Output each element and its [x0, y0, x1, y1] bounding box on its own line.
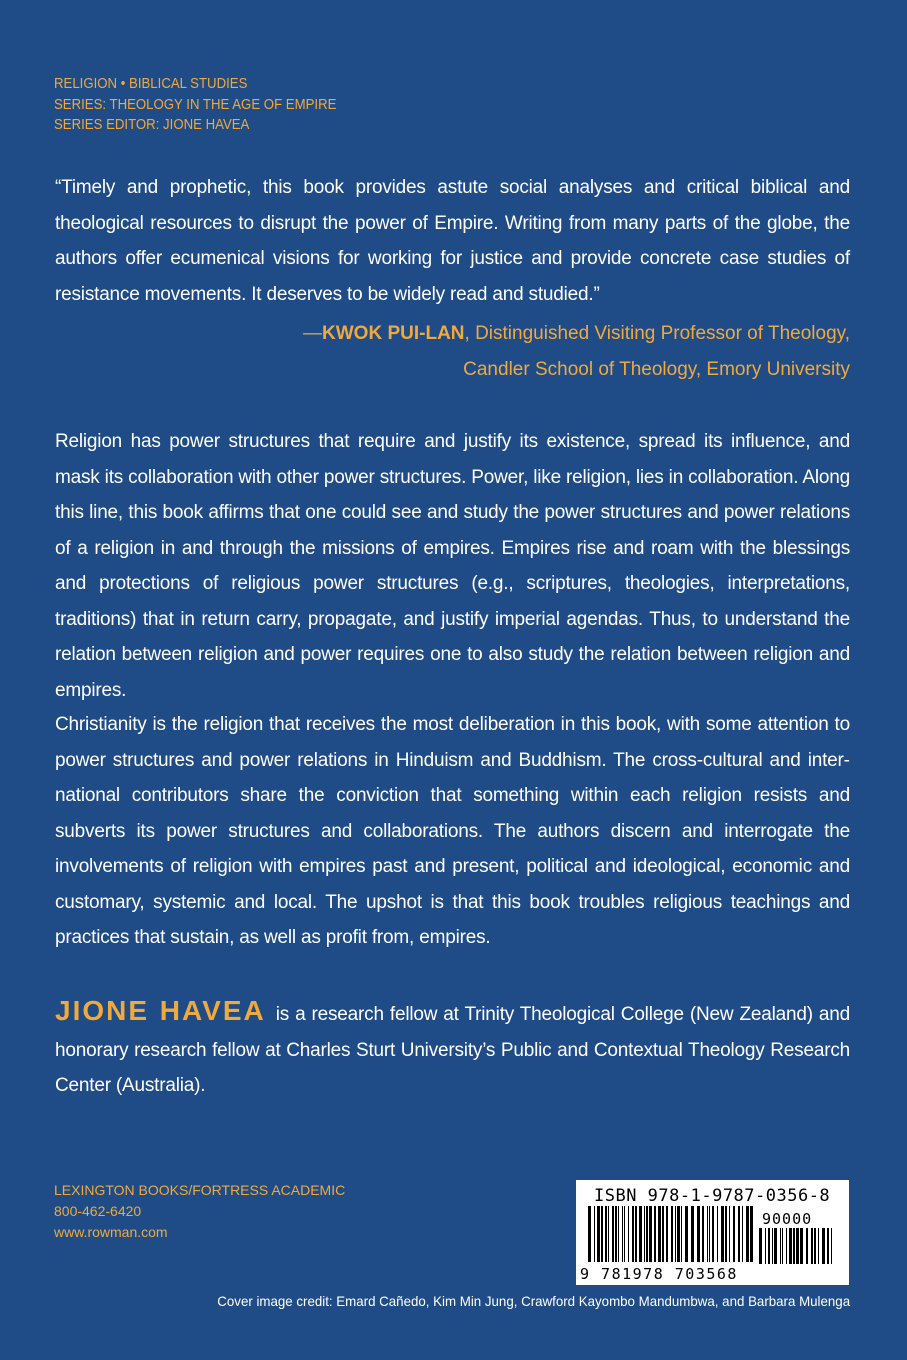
publisher-phone: 800-462-6420	[54, 1203, 142, 1219]
category-subject: RELIGION • BIBLICAL STUDIES	[54, 75, 248, 92]
series-title: SERIES: THEOLOGY IN THE AGE OF EMPIRE	[54, 95, 337, 113]
series-editor: SERIES EDITOR: JIONE HAVEA	[54, 116, 250, 133]
publisher-website: www.rowman.com	[54, 1224, 168, 1240]
author-bio	[55, 993, 850, 1104]
cover-image-credit: Cover image credit: Emard Cañedo, Kim Min Jung, Crawford Kayombo Mandumbwa, and Barbara Mulenga	[217, 1293, 850, 1309]
description-paragraph-1: Religion has power structures that require and justify its existence, spread its influence, and mask its collaboration with other power structures. Power, like religion, lies in collaboration. Along this line, this book affirms that one could see and study the power structures and power relations of a religion in and through the missions of empires. Empires rise and roam with the blessings and protections of religious power structures (e.g., scriptures, theologies, interpretations, traditions) that in return carry, propagate, and justify imperial agendas. Thus, to understand the relation between religion and power requires one to also study the relation between religion and empires.	[55, 431, 850, 701]
barcode-main-icon	[586, 1206, 756, 1266]
publisher-name: LEXINGTON BOOKS/FORTRESS ACADEMIC	[54, 1182, 346, 1198]
barcode-box	[576, 1180, 849, 1285]
endorser-name: KWOK PUI-LAN	[322, 323, 465, 344]
barcode-digits: 9 781978 703568	[580, 1265, 738, 1283]
price-code: 90000	[762, 1210, 813, 1228]
isbn-text: ISBN 978-1-9787-0356-8	[594, 1186, 831, 1206]
barcode-addon-icon	[757, 1228, 837, 1268]
endorsement-quote: “Timely and prophetic, this book provides astute social analyses and critical biblical and theological resources to disrupt the power of Empire. Writing from many parts of the globe, the authors offer ecumenical visions for working for justice and provide concrete case studies of resistance movements. It deserves to be widely read and studied.”	[55, 177, 850, 305]
attribution-dash: —	[303, 323, 323, 344]
author-name: JIONE HAVEA	[55, 995, 266, 1026]
endorsement-attribution	[303, 316, 850, 387]
category-block	[54, 74, 336, 136]
endorser-title-line1: , Distinguished Visiting Professor of Theology,	[464, 323, 850, 344]
author-bio-text: is a research fellow at Trinity Theological College (New Zealand) and honorary research fellow at Charles Sturt University’s Public and Contextual Theology Research Center (Australia).	[55, 1004, 850, 1096]
publisher-info	[54, 1180, 345, 1243]
description-paragraph-2: Christianity is the religion that receives the most deliberation in this book, with some attention to power structures and power relations in Hinduism and Buddhism. The cross-cultural and international contributors share the conviction that something within each religion resists and subverts its power structures and collaborations. The authors discern and interrogate the involvements of religion with empires past and present, political and ideological, economic and customary, systemic and local. The upshot is that this book troubles religious teachings and practices that sustain, as well as profit from, empires.	[55, 714, 850, 948]
endorser-title-line2: Candler School of Theology, Emory University	[463, 358, 850, 380]
